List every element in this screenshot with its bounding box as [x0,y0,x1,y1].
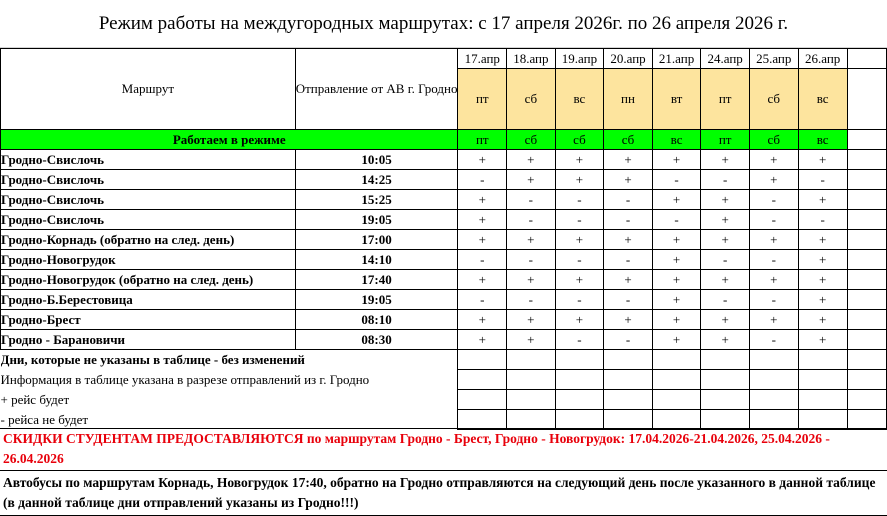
grid-cell [652,410,701,430]
mode-cell: пт [701,130,750,150]
trip-mark: + [507,330,556,350]
trip-mark: + [749,230,798,250]
legend-minus: - рейса не будет [1,410,458,430]
grid-cell [749,410,798,430]
grid-cell [701,410,750,430]
trip-mark: + [555,270,604,290]
grid-cell [604,410,653,430]
grid-cell [749,350,798,370]
trip-mark: - [652,170,701,190]
trip-mark: - [701,290,750,310]
grid-cell [507,410,556,430]
trip-mark: + [749,270,798,290]
trip-mark: - [458,290,507,310]
grid-cell [701,370,750,390]
trip-mark: - [798,210,847,230]
departure-time: 19:05 [295,210,458,230]
route-name: Гродно-Свислочь [1,210,296,230]
mode-cell: вс [652,130,701,150]
trip-mark: - [507,290,556,310]
weekday-cell: пн [604,69,653,130]
trip-mark: + [458,270,507,290]
grid-cell [847,69,886,130]
trip-mark: + [555,170,604,190]
trip-mark: - [604,330,653,350]
trip-mark: + [652,330,701,350]
mode-cell: сб [555,130,604,150]
trip-mark: - [652,210,701,230]
grid-cell [847,370,886,390]
trip-mark: + [701,190,750,210]
grid-cell [507,350,556,370]
trip-mark: + [604,310,653,330]
trip-mark: - [749,250,798,270]
trip-mark: - [604,190,653,210]
trip-mark: + [507,270,556,290]
weekday-cell: вт [652,69,701,130]
student-discount-note: СКИДКИ СТУДЕНТАМ ПРЕДОСТАВЛЯЮТСЯ по маршрутам Гродно - Брест, Гродно - Новогрудок: 17.04.2026-21.04.2026, 25.04.2026 - 26.04.2026 [0,428,887,468]
trip-mark: + [652,310,701,330]
departure-time: 17:00 [295,230,458,250]
route-name: Гродно - Барановичи [1,330,296,350]
trip-mark: - [507,250,556,270]
departure-time: 19:05 [295,290,458,310]
weekday-cell: сб [749,69,798,130]
trip-mark: - [604,290,653,310]
trip-mark: + [652,290,701,310]
trip-mark: + [458,330,507,350]
note-row [1,370,887,390]
trip-mark: - [604,210,653,230]
trip-mark: + [749,310,798,330]
trip-mark: + [798,310,847,330]
schedule-table [0,48,887,430]
trip-mark: + [798,330,847,350]
trip-mark: - [798,170,847,190]
trip-mark: + [458,190,507,210]
trip-mark: - [507,210,556,230]
date-cell: 25.апр [749,49,798,69]
date-cell: 19.апр [555,49,604,69]
weekday-cell: пт [458,69,507,130]
trip-mark: + [749,150,798,170]
departure-time: 10:05 [295,150,458,170]
trip-mark: + [701,210,750,230]
grid-cell [847,150,886,170]
grid-cell [604,370,653,390]
mode-cell: сб [749,130,798,150]
grid-cell [604,350,653,370]
weekday-cell: вс [798,69,847,130]
trip-mark: + [652,250,701,270]
trip-mark: + [507,230,556,250]
grid-cell [701,350,750,370]
trip-mark: - [458,170,507,190]
table-row [1,290,887,310]
grid-cell [798,370,847,390]
trip-mark: + [555,230,604,250]
table-row [1,310,887,330]
trip-mark: + [458,150,507,170]
note-unchanged-days: Дни, которые не указаны в таблице - без изменений [1,350,458,370]
note-row [1,390,887,410]
legend-plus: + рейс будет [1,390,458,410]
trip-mark: + [749,170,798,190]
departure-header: Отправление от АВ г. Гродно [295,49,458,130]
trip-mark: + [652,270,701,290]
table-row [1,230,887,250]
return-trip-note: Автобусы по маршрутам Корнадь, Новогрудок 17:40, обратно на Гродно отправляются на следующий день после указанного в данной таблице (в данной таблице дни отправлений указаны из Гродно!!!) [0,470,887,516]
trip-mark: + [458,310,507,330]
mode-row [1,130,887,150]
weekday-cell: сб [507,69,556,130]
grid-cell [555,350,604,370]
table-row [1,250,887,270]
date-cell: 21.апр [652,49,701,69]
route-name: Гродно-Новогрудок (обратно на след. день) [1,270,296,290]
departure-time: 14:25 [295,170,458,190]
table-row [1,150,887,170]
trip-mark: - [749,210,798,230]
trip-mark: + [701,310,750,330]
route-name: Гродно-Свислочь [1,190,296,210]
trip-mark: - [749,330,798,350]
departure-time: 08:10 [295,310,458,330]
trip-mark: - [749,190,798,210]
grid-cell [847,390,886,410]
grid-cell [847,330,886,350]
grid-cell [749,370,798,390]
trip-mark: + [798,190,847,210]
page-title: Режим работы на междугородных маршрутах: с 17 апреля 2026г. по 26 апреля 2026 г. [0,0,887,48]
table-row [1,210,887,230]
grid-cell [507,370,556,390]
trip-mark: + [604,150,653,170]
departure-time: 17:40 [295,270,458,290]
grid-cell [847,170,886,190]
route-header: Маршрут [1,49,296,130]
trip-mark: - [701,250,750,270]
trip-mark: - [458,250,507,270]
grid-cell [798,410,847,430]
date-cell: 18.апр [507,49,556,69]
dates-row [1,49,887,69]
note-info: Информация в таблице указана в разрезе отправлений из г. Гродно [1,370,458,390]
grid-cell [847,410,886,430]
date-cell: 24.апр [701,49,750,69]
trip-mark: - [749,290,798,310]
route-name: Гродно-Б.Берестовица [1,290,296,310]
trip-mark: + [555,310,604,330]
grid-cell [847,49,886,69]
date-cell: 26.апр [798,49,847,69]
trip-mark: + [701,230,750,250]
departure-time: 14:10 [295,250,458,270]
trip-mark: + [604,230,653,250]
route-name: Гродно-Новогрудок [1,250,296,270]
trip-mark: + [555,150,604,170]
trip-mark: + [652,230,701,250]
trip-mark: + [507,170,556,190]
trip-mark: - [555,190,604,210]
date-cell: 20.апр [604,49,653,69]
grid-cell [555,390,604,410]
trip-mark: + [701,270,750,290]
trip-mark: + [652,190,701,210]
grid-cell [798,390,847,410]
trip-mark: + [507,150,556,170]
table-row [1,190,887,210]
trip-mark: + [652,150,701,170]
note-row [1,410,887,430]
grid-cell [555,370,604,390]
trip-mark: + [798,250,847,270]
date-cell: 17.апр [458,49,507,69]
mode-cell: сб [604,130,653,150]
trip-mark: - [507,190,556,210]
table-row [1,330,887,350]
mode-cell: вс [798,130,847,150]
grid-cell [555,410,604,430]
trip-mark: - [555,290,604,310]
grid-cell [847,230,886,250]
mode-cell: пт [458,130,507,150]
grid-cell [847,210,886,230]
mode-cell: сб [507,130,556,150]
trip-mark: - [604,250,653,270]
table-row [1,270,887,290]
trip-mark: + [798,150,847,170]
trip-mark: + [701,150,750,170]
departure-time: 15:25 [295,190,458,210]
grid-cell [749,390,798,410]
grid-cell [847,310,886,330]
grid-cell [652,350,701,370]
trip-mark: + [604,270,653,290]
trip-mark: + [701,330,750,350]
trip-mark: + [798,230,847,250]
table-row [1,170,887,190]
trip-mark: + [458,210,507,230]
grid-cell [458,410,507,430]
trip-mark: + [798,290,847,310]
grid-cell [652,390,701,410]
trip-mark: - [555,250,604,270]
trip-mark: + [458,230,507,250]
grid-cell [458,390,507,410]
grid-cell [458,370,507,390]
route-name: Гродно-Свислочь [1,150,296,170]
trip-mark: + [604,170,653,190]
grid-cell [652,370,701,390]
mode-label: Работаем в режиме [1,130,458,150]
trip-mark: - [555,330,604,350]
grid-cell [458,350,507,370]
route-name: Гродно-Свислочь [1,170,296,190]
grid-cell [701,390,750,410]
trip-mark: + [507,310,556,330]
grid-cell [507,390,556,410]
grid-cell [847,270,886,290]
weekday-cell: вс [555,69,604,130]
trip-mark: - [555,210,604,230]
departure-time: 08:30 [295,330,458,350]
grid-cell [604,390,653,410]
grid-cell [847,250,886,270]
grid-cell [847,190,886,210]
route-name: Гродно-Брест [1,310,296,330]
route-name: Гродно-Корнадь (обратно на след. день) [1,230,296,250]
grid-cell [847,130,886,150]
grid-cell [847,290,886,310]
note-row [1,350,887,370]
trip-mark: - [701,170,750,190]
grid-cell [798,350,847,370]
trip-mark: + [798,270,847,290]
grid-cell [847,350,886,370]
weekday-cell: пт [701,69,750,130]
